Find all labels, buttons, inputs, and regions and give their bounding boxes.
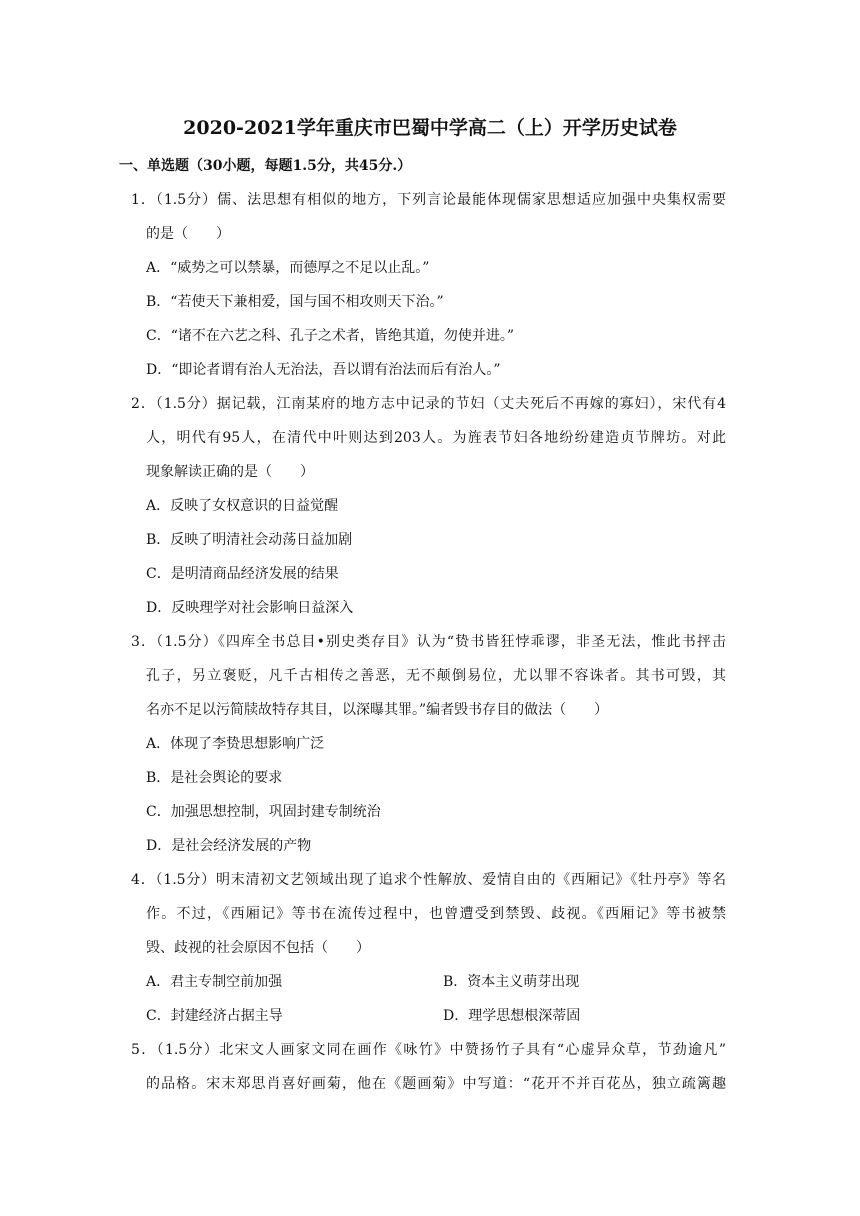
question-1-option-c: C．“诸不在六艺之科、孔子之术者，皆绝其道，勿使并进。” — [146, 328, 515, 344]
question-5-stem-line-2: 的品格。宋末郑思肖喜好画菊，他在《题画菊》中写道：“花开不并百花丛，独立疏篱趣 — [146, 1076, 726, 1092]
question-3-option-a: A．体现了李贽思想影响广泛 — [146, 736, 325, 752]
question-2-stem-line-2: 人，明代有95人，在清代中叶则达到203人。为旌表节妇各地纷纷建造贞节牌坊。对此 — [146, 430, 726, 446]
question-4-option-d: D．理学思想根深蒂固 — [443, 1008, 581, 1024]
question-2-option-b: B．反映了明清社会动荡日益加剧 — [146, 532, 353, 548]
question-1-option-a: A．“威势之可以禁暴，而德厚之不足以止乱。” — [146, 260, 430, 276]
question-3-option-b: B．是社会舆论的要求 — [146, 770, 283, 786]
question-1-stem-line-1: 1．（1.5分）儒、法思想有相似的地方，下列言论最能体现儒家思想适应加强中央集权需要 — [131, 192, 726, 208]
question-4-stem-line-3: 毁、歧视的社会原因不包括（ ） — [146, 940, 370, 956]
question-4-option-c: C．封建经济占据主导 — [146, 1008, 283, 1024]
question-1-stem-line-2: 的是（ ） — [146, 226, 230, 242]
question-1-option-d: D．“即论者谓有治人无治法，吾以谓有治法而后有治人。” — [146, 362, 501, 378]
question-2-option-d: D．反映理学对社会影响日益深入 — [146, 600, 354, 616]
question-3-option-d: D．是社会经济发展的产物 — [146, 838, 312, 854]
question-1-option-b: B．“若使天下兼相爱，国与国不相攻则天下治。” — [146, 294, 444, 310]
question-2-stem-line-3: 现象解读正确的是（ ） — [146, 464, 314, 480]
question-2-stem-line-1: 2．（1.5分）据记载，江南某府的地方志中记录的节妇（丈夫死后不再嫁的寡妇），宋代有4 — [131, 396, 726, 412]
question-4-option-a: A．君主专制空前加强 — [146, 974, 283, 990]
question-4-option-b: B．资本主义萌芽出现 — [443, 974, 580, 990]
question-2-option-a: A．反映了女权意识的日益觉醒 — [146, 498, 339, 514]
question-4-stem-line-1: 4．（1.5分）明末清初文艺领域出现了追求个性解放、爱情自由的《西厢记》《牡丹亭》等名 — [131, 872, 726, 888]
page-title: 2020-2021学年重庆市巴蜀中学高二（上）开学历史试卷 — [183, 117, 677, 139]
question-5-stem-line-1: 5．（1.5分）北宋文人画家文同在画作《咏竹》中赞扬竹子具有“心虚异众草，节劲逾凡” — [131, 1042, 726, 1058]
question-2-option-c: C．是明清商品经济发展的结果 — [146, 566, 339, 582]
question-3-stem-line-3: 名亦不足以污简牍故特存其目，以深曝其罪。”编者毁书存目的做法（ ） — [146, 702, 609, 718]
question-3-option-c: C．加强思想控制，巩固封建专制统治 — [146, 804, 381, 820]
question-3-stem-line-2: 孔子，另立褒贬，凡千古相传之善恶，无不颠倒易位，尤以罪不容诛者。其书可毁，其 — [146, 668, 726, 684]
question-3-stem-line-1: 3．（1.5分）《四库全书总目•别史类存目》认为“贽书皆狂悖乖谬，非圣无法，惟此书抨击 — [131, 634, 726, 650]
section-heading: 一、单选题（30小题，每题1.5分，共45分.） — [119, 158, 412, 174]
question-4-stem-line-2: 作。不过，《西厢记》等书在流传过程中，也曾遭受到禁毁、歧视。《西厢记》等书被禁 — [146, 906, 726, 922]
